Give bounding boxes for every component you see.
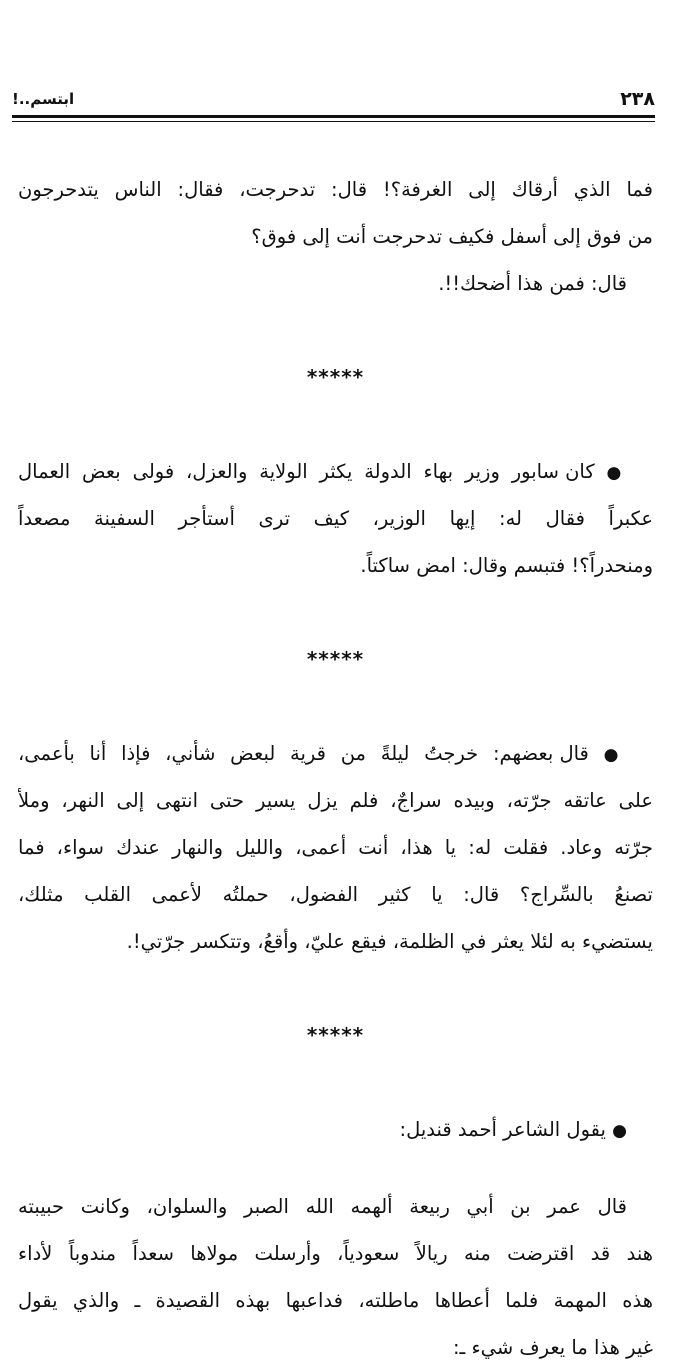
text-line	[18, 730, 653, 777]
page-header	[12, 88, 655, 112]
text-line	[18, 1106, 653, 1153]
header-rule-thick	[12, 115, 655, 118]
header-rule-thin	[12, 121, 655, 122]
running-title: ابتسم..!	[12, 90, 75, 108]
bullet-icon: ●	[612, 1121, 627, 1141]
text-line: على عاتقه جرّته، وبيده سراجٌ، فلم يزل يسير حتى انتهى إلى النهر، وملأ	[18, 789, 653, 812]
text-line: هند قد اقترضت منه ريالاً سعودياً، وأرسلت مولاها سعداً مندوباً لأداء	[18, 1242, 653, 1265]
text-line: هذه المهمة فلما أعطاها ماطلته، فداعبها بهذه القصيدة ـ والذي يقول	[18, 1289, 653, 1312]
section-separator: *****	[306, 647, 365, 671]
section-separator: *****	[306, 1023, 365, 1047]
text-line: قال: فمن هذا أضحك!!.	[438, 272, 627, 295]
text-line: فما الذي أرقاك إلى الغرفة؟! قال: تدحرجت، فقال: الناس يتدحرجون	[18, 178, 653, 201]
text-line: تصنعُ بالسِّراج؟ قال: يا كثير الفضول، حملتُه لأعمى القلب مثلك،	[18, 883, 653, 906]
text-line: من فوق إلى أسفل فكيف تدحرجت أنت إلى فوق؟	[251, 225, 653, 248]
text-line	[18, 448, 653, 495]
paragraph-start: قال بعضهم: خرجتُ ليلةً من قرية لبعض شأني، فإذا أنا بأعمى،	[18, 742, 589, 765]
text-line: جرّته وعاد. فقلت له: يا هذا، أنت أعمى، والليل والنهار عندك سواء، فما	[18, 836, 653, 859]
section-separator: *****	[306, 365, 365, 389]
text-line: عكبراً فقال له: إيها الوزير، كيف ترى أستأجر السفينة مصعداً	[18, 507, 653, 530]
page-body	[18, 166, 653, 1371]
paragraph-start: كان سابور وزير بهاء الدولة يكثر الولاية والعزل، فولى بعض العمال	[18, 460, 595, 483]
bullet-icon: ●	[606, 463, 627, 483]
text-line: قال عمر بن أبي ربيعة ألهمه الله الصبر والسلوان، وكانت حبيبته	[18, 1195, 627, 1218]
bullet-icon: ●	[603, 745, 627, 765]
text-line: ومنحدراً؟! فتبسم وقال: امض ساكتاً.	[360, 554, 653, 577]
text-line: غير هذا ما يعرف شيء ـ:	[452, 1336, 653, 1359]
text-line: يستضيء به لئلا يعثر في الظلمة، فيقع عليّ، وأقعُ، وتتكسر جرّتي!.	[126, 930, 653, 953]
paragraph-start: يقول الشاعر أحمد قنديل:	[399, 1118, 606, 1141]
page-number: ٢٣٨	[620, 88, 655, 110]
